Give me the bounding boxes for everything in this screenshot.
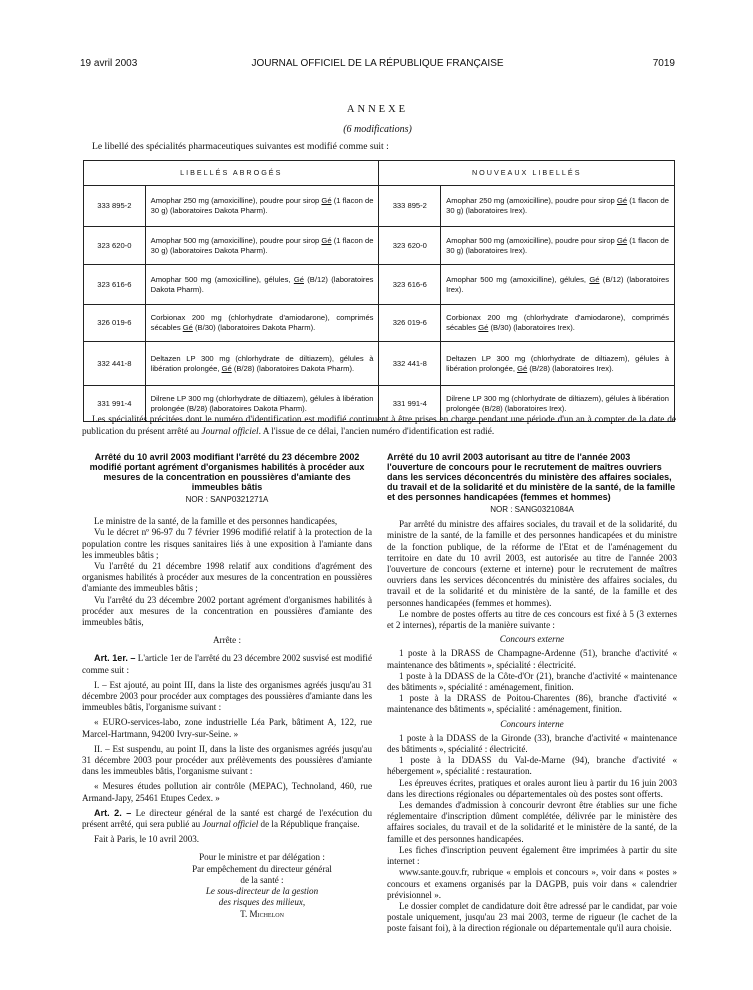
right-paragraph: Le nombre de postes offerts au titre de ces concours est fixé à 5 (3 externes et 2 internes), répartis de la manière suivante : (387, 608, 677, 631)
libelle-new: Amophar 250 mg (amoxicilline), poudre pour sirop Gé (1 flacon de 30 g) (laboratoires Irex). (441, 186, 675, 227)
libelle-new: Amophar 500 mg (amoxicilline), gélules, Gé (B/12) (laboratoires Irex). (441, 265, 675, 305)
right-paragraph: Les fiches d'inscription peuvent également être imprimées à partir du site internet : (387, 844, 677, 867)
signature-line: Le sous-directeur de la gestion (205, 886, 319, 897)
header-journal-title: JOURNAL OFFICIEL DE LA RÉPUBLIQUE FRANÇAISE (251, 58, 504, 69)
page-header (80, 58, 675, 72)
header-page-number: 7019 (652, 58, 675, 69)
table-row (84, 265, 675, 305)
concours-interne-heading: Concours interne (500, 718, 564, 729)
libelle-new: Deltazen LP 300 mg (chlorhydrate de diltiazem), gélules à libération prolongée, Gé (B/28) (laboratoires Irex). (441, 342, 675, 386)
signature-line: de la santé : (240, 874, 284, 885)
poste-item: 1 poste à la DDASS de la Gironde (33), branche d'activité « maintenance des bâtiments », spécialité : électricité. (387, 732, 677, 755)
left-article-1: Art. 1er. – L'article 1er de l'arrêté du 23 décembre 2002 susvisé est modifié comme suit : (82, 653, 372, 675)
libelle-old: Amophar 500 mg (amoxicilline), poudre pour sirop Gé (1 flacon de 30 g) (laboratoires Dakota Pharm). (145, 227, 379, 265)
header-date: 19 avril 2003 (80, 58, 138, 69)
left-paragraph: Vu l'arrêté du 21 décembre 1998 relatif aux conditions d'agrément des organismes habilités à procéder aux mesures de la concentration en poussières d'amiante des immeubles bâtis ; (82, 561, 372, 594)
libelle-old: Dilrene LP 300 mg (chlorhydrate de diltiazem), gélules à libération prolongée (B/28) (laboratoires Dakota Pharm). (145, 386, 379, 422)
left-quote-2: « Mesures études pollution air contrôle (MEPAC), Technoland, 460, rue Armand-Japy, 25461 Etupes Cedex. » (82, 781, 372, 803)
code-new: 333 895-2 (379, 186, 441, 227)
poste-item: 1 poste à la DDASS de la Côte-d'Or (21), branche d'activité « maintenance des bâtiments », spécialité : aménagement, finition. (387, 670, 677, 693)
concours-externe-heading: Concours externe (499, 634, 565, 645)
annexe-title: ANNEXE (346, 104, 409, 115)
libelle-old: Deltazen LP 300 mg (chlorhydrate de diltiazem), gélules à libération prolongée, Gé (B/28) (laboratoires Dakota Pharm). (145, 342, 379, 386)
after-table-paragraph: Les spécialités précitées dont le numéro d'identification est modifié continuent à être prises en charge pendant une période d'un an à compter de la date de publication du présent arrêté au Journal officiel. A l'issue de ce délai, l'ancien numéro d'identification est radié. (82, 415, 676, 437)
poste-item: 1 poste à la DRASS de Poitou-Charentes (86), branche d'activité « maintenance des bâtiments », spécialité : aménagement, finition. (387, 693, 677, 715)
left-paragraph: Vu l'arrêté du 23 décembre 2002 portant agrément d'organismes habilités à procéder aux mesures de la concentration en poussières d'amiante des immeubles bâtis, (82, 594, 372, 628)
table-row (84, 186, 675, 227)
specialites-table (83, 160, 675, 422)
code-old: 323 616-6 (84, 265, 146, 305)
table-row (84, 342, 675, 386)
right-paragraph: Par arrêté du ministre des affaires sociales, du travail et de la solidarité, du ministre de la santé, de la famille et des personnes handicapées et du ministre de la fonction publique, de la réforme de l'Etat et de l'aménagement du territoire en date du 10 avril 2003, est autorisée au titre de l'année 2003 l'ouverture de concours (externe et interne) pour le recrutement de maîtres ouvriers dans les services déconcentrés du ministère des affaires sociales, du travail et de la solidarité et du ministère de la santé, de la famille et des personnes handicapées (femmes et hommes). (387, 519, 677, 608)
right-column (387, 452, 677, 935)
right-paragraph: Les épreuves écrites, pratiques et orales auront lieu à partir du 16 juin 2003 dans les directions régionales ou départementales où des postes sont offerts. (387, 777, 677, 799)
signature-line: Par empêchement du directeur général (192, 863, 332, 874)
poste-item: 1 poste à la DRASS de Champagne-Ardenne (51), branche d'activité « maintenance des bâtiments », spécialité : électricité. (387, 648, 677, 670)
table-header-row (84, 161, 675, 186)
annexe-subtitle: (6 modifications) (343, 124, 412, 135)
code-old: 333 895-2 (84, 186, 146, 227)
left-fait-a: Fait à Paris, le 10 avril 2003. (94, 834, 200, 845)
annexe-intro: Le libellé des spécialités pharmaceutiques suivantes est modifié comme suit : (92, 141, 389, 152)
left-arrete-label: Arrête : (212, 635, 242, 646)
left-article-2: Art. 2. – Le directeur général de la santé est chargé de l'exécution du présent arrêté, qui sera publié au Journal officiel de la République française. (82, 807, 373, 830)
left-paragraph: Vu le décret nº 96-97 du 7 février 1996 modifié relatif à la protection de la population contre les risques sanitaires liés à une exposition à l'amiante dans les immeubles bâtis ; (82, 527, 372, 560)
libelle-new: Corbionax 200 mg (chlorhydrate d'amiodarone), comprimés sécables Gé (B/30) (laboratoires Irex). (441, 305, 675, 342)
signature-name: T. Michelon (240, 908, 284, 919)
libelle-old: Amophar 250 mg (amoxicilline), poudre pour sirop Gé (1 flacon de 30 g) (laboratoires Dakota Pharm). (145, 186, 379, 227)
header-nouveaux-libelles: NOUVEAUX LIBELLÉS (379, 161, 675, 186)
libelle-new: Amophar 500 mg (amoxicilline), poudre pour sirop Gé (1 flacon de 30 g) (laboratoires Irex). (441, 227, 675, 265)
left-point-I: I. – Est ajouté, au point III, dans la liste des organismes agréés jusqu'au 31 décembre 2003 pour procéder aux comptages des poussières d'amiante dans les immeubles bâtis, l'organisme suivant : (82, 679, 372, 713)
code-old: 323 620-0 (84, 227, 146, 265)
left-quote-1: « EURO-services-labo, zone industrielle Léa Park, bâtiment A, 122, rue Marcel-Hartmann, 94200 Ivry-sur-Seine. » (82, 717, 372, 739)
left-nor: NOR : SANP0321271A (185, 495, 269, 504)
poste-item: 1 poste à la DDASS du Val-de-Marne (94), branche d'activité « hébergement », spécialité : restauration. (387, 755, 677, 777)
header-libelles-abroges: LIBELLÉS ABROGÉS (84, 161, 379, 186)
table-row (84, 305, 675, 342)
libelle-old: Corbionax 200 mg (chlorhydrate d'amiodarone), comprimés sécables Gé (B/30) (laboratoires Dakota Pharm). (145, 305, 379, 342)
left-point-II: II. – Est suspendu, au point II, dans la liste des organismes agréés jusqu'au 31 décembre 2003 pour procéder aux prélèvements des poussières d'amiante dans les immeubles bâtis, l'organisme suivant : (82, 743, 372, 777)
code-new: 323 620-0 (379, 227, 441, 265)
right-nor: NOR : SANG0321084A (490, 505, 574, 514)
code-new: 323 616-6 (379, 265, 441, 305)
table-row (84, 227, 675, 265)
code-new: 331 991-4 (379, 386, 441, 422)
code-new: 332 441-8 (379, 342, 441, 386)
right-paragraph: Les demandes d'admission à concourir devront être établies sur une fiche réglementaire d'inscription dûment complétée, délivrée par le ministère des affaires sociales, du travail et de la solidarité et le ministère de la santé, de la famille et des personnes handicapées. (387, 800, 677, 844)
libelle-old: Amophar 500 mg (amoxicilline), gélules, Gé (B/12) (laboratoires Dakota Pharm). (145, 265, 379, 305)
signature-line: Pour le ministre et par délégation : (199, 852, 325, 863)
left-column (82, 452, 372, 920)
left-paragraph: Le ministre de la santé, de la famille et des personnes handicapées, (94, 516, 338, 527)
code-old: 326 019-6 (84, 305, 146, 342)
code-old: 332 441-8 (84, 342, 146, 386)
signature-line: des risques des milieux, (218, 897, 306, 908)
code-old: 331 991-4 (84, 386, 146, 422)
right-paragraph: www.sante.gouv.fr, rubrique « emplois et concours », voir dans « postes » concours et examens organisés par la DAGPB, puis voir dans « calendrier prévisionnel ». (387, 867, 677, 900)
left-arrete-title: Arrêté du 10 avril 2003 modifiant l'arrêté du 23 décembre 2002 modifié portant agrément d'organismes habilités à procéder aux mesures de la concentration en poussières d'amiante des immeubles bâtis (89, 452, 365, 492)
right-arrete-title: Arrêté du 10 avril 2003 autorisant au titre de l'année 2003 l'ouverture de concours pour le recrutement de maîtres ouvriers dans les services déconcentrés du ministère des affaires sociales, du travail et de la solidarité et du ministère de la santé, de la famille et des personnes handicapées (femmes et hommes) (387, 452, 676, 502)
code-new: 326 019-6 (379, 305, 441, 342)
libelle-new: Dilrene LP 300 mg (chlorhydrate de diltiazem), gélules à libération prolongée (B/28) (laboratoires Irex). (441, 386, 675, 422)
right-paragraph: Le dossier complet de candidature doit être adressé par le candidat, par voie postale uniquement, jusqu'au 23 mai 2003, terme de rigueur (le cachet de la poste faisant foi), à la direction régionale ou départementale qu'il aura choisie. (387, 900, 677, 934)
